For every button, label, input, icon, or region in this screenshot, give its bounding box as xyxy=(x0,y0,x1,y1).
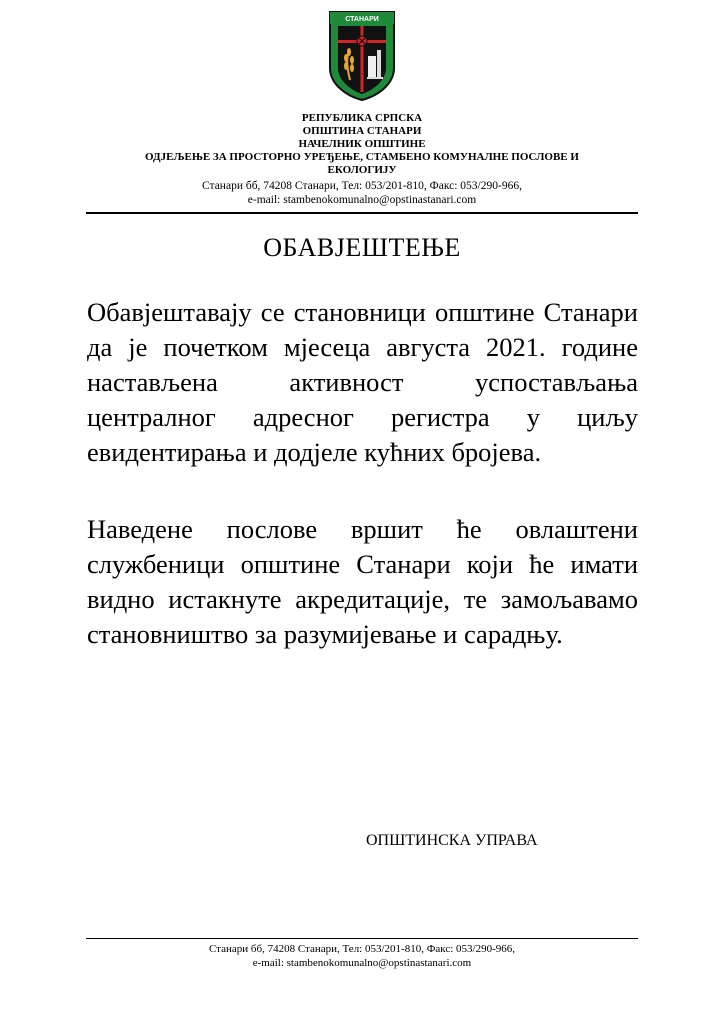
signature: ОПШТИНСКА УПРАВА xyxy=(366,832,538,849)
header-address: Станари бб, 74208 Станари, Тел: 053/201-810, Факс: 053/290-966, xyxy=(202,180,522,192)
header-department-cont: ЕКОЛОГИЈУ xyxy=(327,164,397,176)
body-paragraph-1: Обавјештавају се становници општине Станари да је почетком мјесеца августа 2021. године настављена активност успостављања централног адресног регистра у циљу евидентирања и додјеле кућних бројева. xyxy=(87,297,638,467)
footer-divider xyxy=(86,938,638,939)
header-republic: РЕПУБЛИКА СРПСКА xyxy=(301,112,423,124)
header-mayor: НАЧЕЛНИК ОПШТИНЕ xyxy=(298,138,426,150)
municipality-crest-icon xyxy=(328,10,396,102)
letterhead xyxy=(86,112,638,207)
header-municipality: ОПШТИНА СТАНАРИ xyxy=(302,125,422,137)
footer-email: e-mail: stambenokomunalno@opstinastanari.com xyxy=(252,957,472,969)
header-divider xyxy=(86,212,638,214)
header-department: ОДЈЕЉЕЊЕ ЗА ПРОСТОРНО УРЕЂЕЊЕ, СТАМБЕНО КОМУНАЛНЕ ПОСЛОВЕ И xyxy=(145,151,579,163)
footer-address: Станари бб, 74208 Станари, Тел: 053/201-810, Факс: 053/290-966, xyxy=(208,943,516,955)
crest-banner-text: СТАНАРИ xyxy=(345,16,379,23)
footer xyxy=(86,942,638,970)
document-title: ОБАВЈЕШТЕЊЕ xyxy=(263,233,461,262)
body-paragraph-2: Наведене послове вршит ће овлаштени службеници општине Станари који ће имати видно истакнуте акредитације, те замољавамо становништво за разумијевање и сарадњу. xyxy=(87,514,638,649)
header-email: e-mail: stambenokomunalno@opstinastanari.com xyxy=(247,194,477,206)
